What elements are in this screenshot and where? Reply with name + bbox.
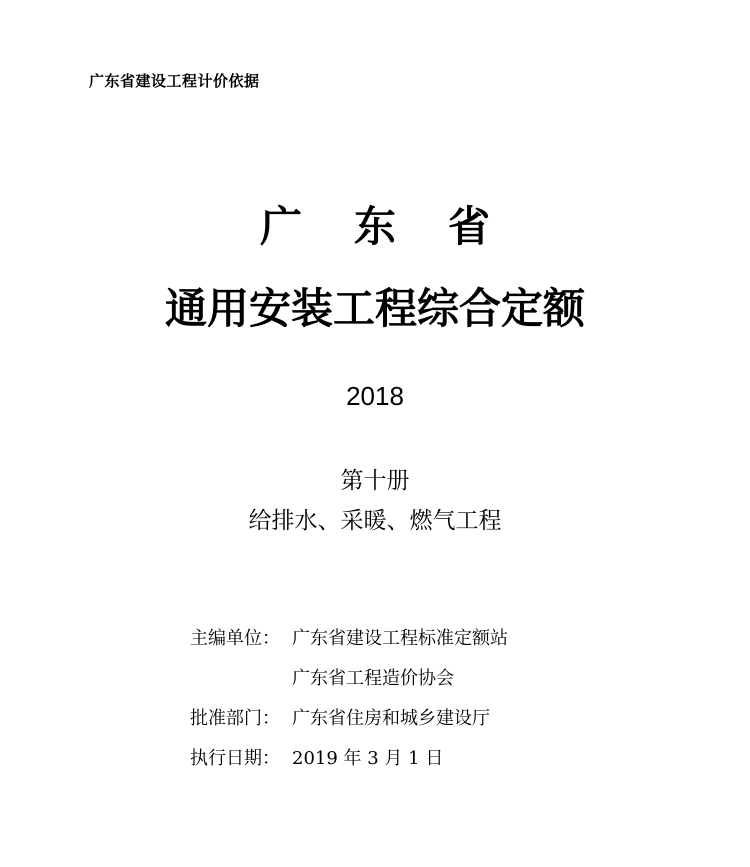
- editor-row: [190, 624, 508, 650]
- quota-title: 通用安装工程综合定额: [164, 284, 585, 333]
- effective-date-label: 执行日期：: [190, 748, 280, 769]
- effective-date-row: [190, 744, 443, 770]
- editor-org-2: 广东省工程造价协会: [292, 668, 454, 689]
- volume-title: 给排水、采暖、燃气工程: [248, 508, 502, 534]
- editor-label: 主编单位：: [190, 628, 280, 649]
- editor-org-1: 广东省建设工程标准定额站: [292, 628, 508, 649]
- effective-date-value: 2019 年 3 月 1 日: [292, 748, 444, 769]
- province-title: [0, 194, 750, 254]
- volume-number: 第十册: [340, 468, 410, 494]
- approver-label: 批准部门：: [190, 708, 280, 729]
- province-char-1: 广: [259, 202, 302, 251]
- approver-row: [190, 704, 490, 730]
- edition-year: 2018: [346, 381, 404, 411]
- province-char-2: 东: [353, 202, 396, 251]
- editor-row-2: [190, 664, 454, 690]
- province-char-3: 省: [448, 202, 491, 251]
- document-series-label: 广东省建设工程计价依据: [89, 72, 260, 90]
- approver-org: 广东省住房和城乡建设厅: [292, 708, 490, 729]
